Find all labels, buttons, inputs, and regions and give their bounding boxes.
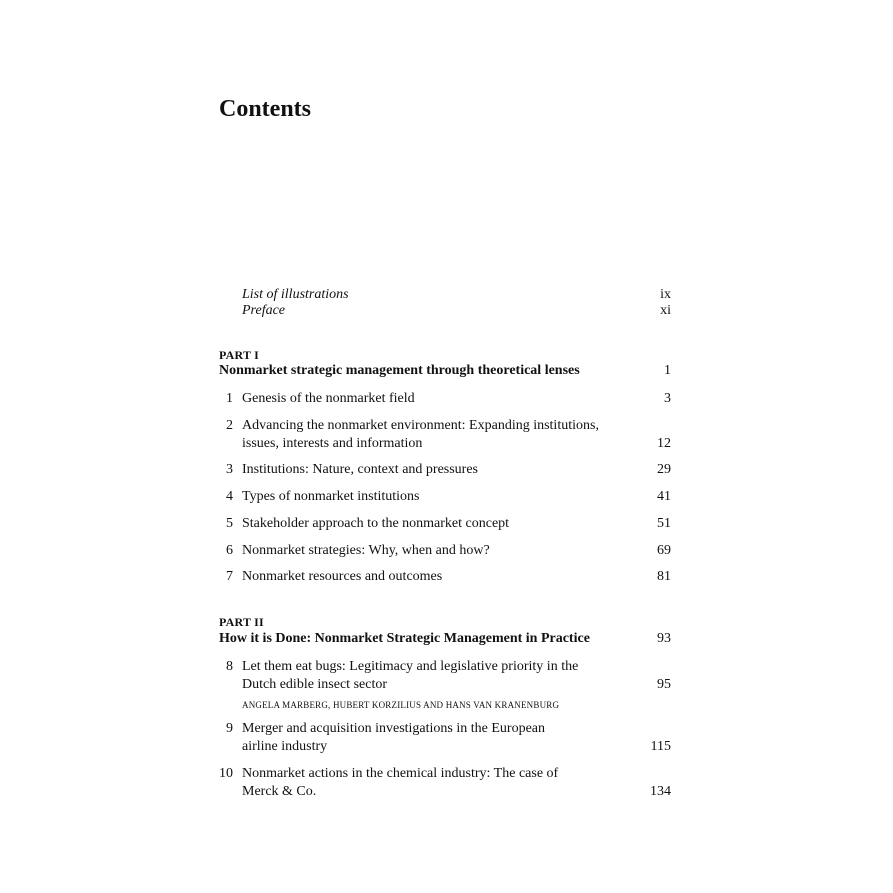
chapter-number: 6 [226,543,233,558]
chapter-number: 9 [226,721,233,736]
chapter-title-line-1: Advancing the nonmarket environment: Expanding institutions, [242,418,599,433]
chapter-page: 29 [657,462,671,477]
chapter-title: Institutions: Nature, context and pressures [242,462,479,477]
chapter-page: 69 [657,543,671,558]
page-title: Contents [219,96,312,122]
part-2-label: PART II [219,615,264,629]
chapter-title-line-2: Dutch edible insect sector [242,677,388,692]
part-1-label: PART I [219,348,260,362]
chapter-title-line-2: Merck & Co. [242,784,317,799]
chapter-authors: ANGELA MARBERG, HUBERT KORZILIUS AND HANS VAN KRANENBURG [242,700,560,710]
chapter-title-line-2: issues, interests and information [242,436,423,451]
chapter-number: 5 [226,516,233,531]
chapter-number: 3 [226,462,233,477]
chapter-title: Stakeholder approach to the nonmarket concept [242,516,510,531]
chapter-page: 51 [657,516,671,531]
part-1-page: 1 [664,363,671,378]
chapter-page: 95 [657,677,671,692]
chapter-title: Genesis of the nonmarket field [242,391,415,406]
chapter-page: 81 [657,569,671,584]
chapter-page: 41 [657,489,671,504]
toc-entry-page: xi [660,303,671,318]
chapter-title-line-1: Nonmarket actions in the chemical industry: The case of [242,766,559,781]
toc-entry-page: ix [660,287,671,302]
chapter-page: 12 [657,436,671,451]
part-2-page: 93 [657,631,671,646]
chapter-title-line-1: Merger and acquisition investigations in the European [242,721,546,736]
chapter-title: Nonmarket strategies: Why, when and how? [242,543,490,558]
toc-entry-title: List of illustrations [242,287,349,302]
chapter-page: 3 [664,391,671,406]
chapter-title: Types of nonmarket institutions [242,489,420,504]
chapter-number: 2 [226,418,233,433]
chapter-number: 1 [226,391,233,406]
chapter-page: 115 [650,739,671,754]
chapter-title-line-2: airline industry [242,739,328,754]
part-1-title[interactable]: Nonmarket strategic management through theoretical lenses [219,363,580,378]
chapter-number: 4 [226,489,233,504]
toc-entry-title: Preface [242,303,286,318]
chapter-page: 134 [650,784,671,799]
table-of-contents [219,0,671,893]
chapter-number: 10 [219,766,233,781]
part-2-title[interactable]: How it is Done: Nonmarket Strategic Management in Practice [219,631,590,646]
chapter-number: 8 [226,659,233,674]
chapter-title: Nonmarket resources and outcomes [242,569,443,584]
chapter-number: 7 [226,569,233,584]
chapter-title-line-1: Let them eat bugs: Legitimacy and legislative priority in the [242,659,579,674]
